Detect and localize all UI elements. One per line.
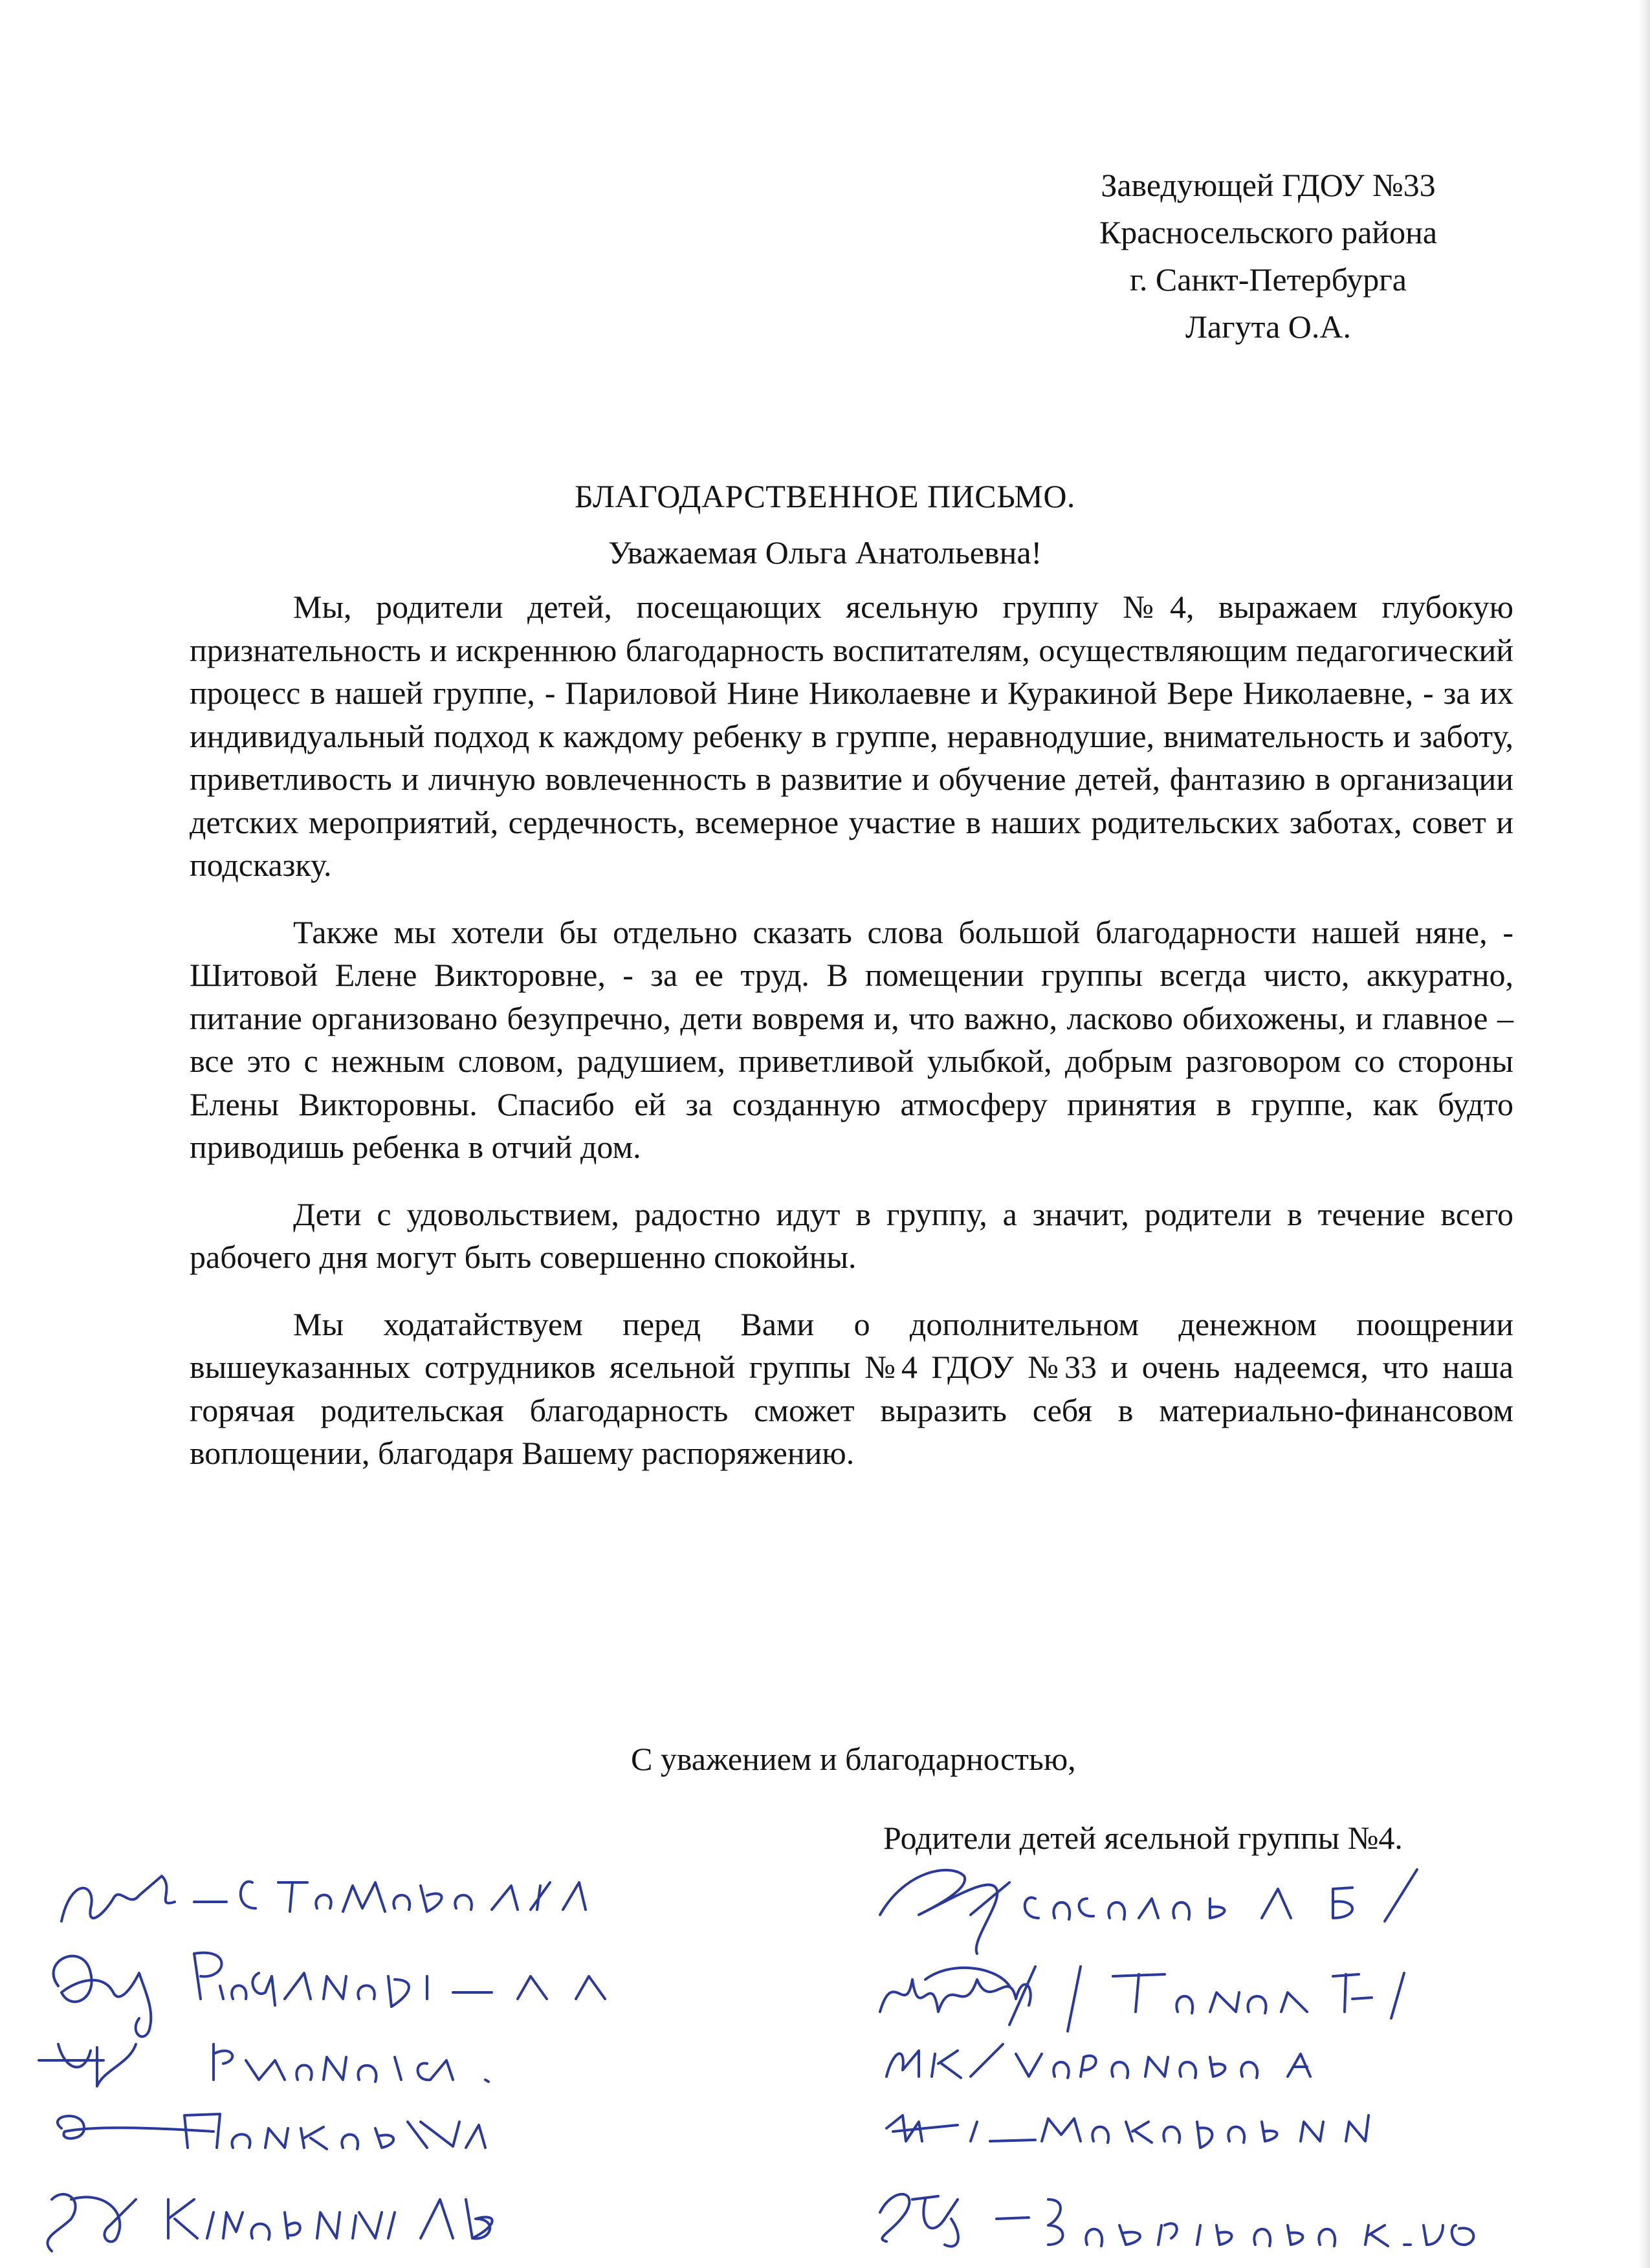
addressee-line: г. Санкт-Петербурга	[1130, 261, 1407, 298]
addressee-line: Заведующей ГДОУ №33	[1101, 167, 1436, 203]
signature-left-4	[58, 2114, 485, 2149]
signature-right-5	[880, 2194, 1473, 2247]
signature-right-3	[886, 2044, 1310, 2078]
signed-by-line: Родители детей ясельной группы №4.	[883, 1820, 1403, 1856]
signature-left-2	[54, 1953, 605, 2037]
letter-body	[190, 585, 1513, 1499]
addressee-line: Лагута О.А.	[1185, 309, 1351, 345]
body-paragraph: Мы, родители детей, посещающих ясельную группу №4, выражаем глубокую признательность и искреннюю благодарность воспитателям, осуществляющим педагогический процесс в нашей группе, - Париловой Нине Николаевне и Куракиной Вере Николаевне, - за их индивидуальный подход к каждому ребенку в группе, неравнодушие, внимательность и заботу, приветливость и личную вовлеченность в развитие и обучение детей, фантазию в организации детских мероприятий, сердечность, всемерное участие в наших родительских заботах, совет и подсказку.	[190, 589, 1513, 883]
addressee-block	[1009, 162, 1527, 351]
body-paragraph: Также мы хотели бы отдельно сказать слова большой благодарности нашей няне, - Шитовой Елене Викторовне, - за ее труд. В помещении группы всегда чисто, аккуратно, питание организовано безупречно, дети вовремя и, что важно, ласково обихожены, и главное – все это с нежным словом, радушием, приветливой улыбкой, добрым разговором со стороны Елены Викторовны. Спасибо ей за созданную атмосферу принятия в группе, как будто приводишь ребенка в отчий дом.	[190, 913, 1513, 1165]
addressee-line: Красносельского района	[1099, 214, 1438, 250]
signature-right-2	[880, 1967, 1404, 2031]
closing-line: С уважением и благодарностью,	[631, 1741, 1076, 1777]
signature-left-5	[47, 2194, 492, 2251]
signatures-area	[0, 1837, 1650, 2258]
signature-left-1	[61, 1876, 586, 1921]
body-paragraph: Дети с удовольствием, радостно идут в группу, а значит, родители в течение всего рабочего дня могут быть совершенно спокойны.	[190, 1195, 1513, 1275]
handwritten-signatures	[0, 1837, 1650, 2258]
salutation: Уважаемая Ольга Анатольевна!	[608, 534, 1042, 571]
letter-title: БЛАГОДАРСТВЕННОЕ ПИСЬМО.	[575, 478, 1075, 514]
signature-right-1	[880, 1870, 1417, 1954]
body-paragraph: Мы ходатайствуем перед Вами о дополнительном денежном поощрении вышеуказанных сотрудников ясельной группы №4 ГДОУ №33 и очень надеемся, что наша горячая родительская благодарность сможет выразить себя в материально-финансовом воплощении, благодаря Вашему распоряжению.	[190, 1305, 1513, 1471]
signature-left-3	[39, 2044, 489, 2086]
signature-right-4	[886, 2115, 1369, 2148]
